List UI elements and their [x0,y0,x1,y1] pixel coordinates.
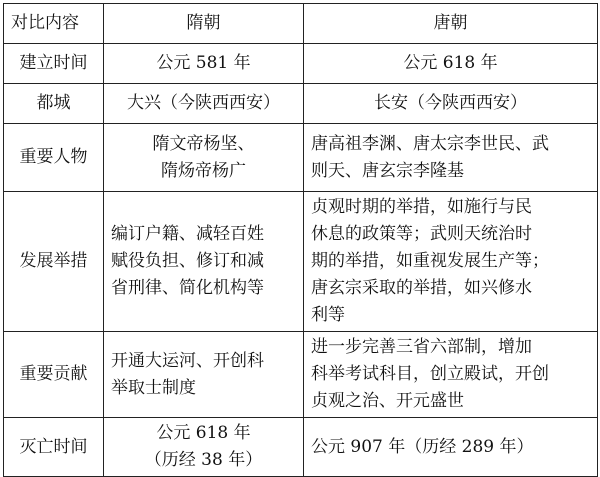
cell-line: 开通大运河、开创科 [111,350,264,371]
header-label-cell: 对比内容 [4,4,104,44]
cell-line: 期的举措，如重视发展生产等； [311,251,549,271]
row-label: 都城 [4,84,104,124]
row-fall-time [4,418,598,477]
row-capital [4,84,598,124]
row-label: 重要贡献 [4,332,104,418]
cell-line: 省刑律、简化机构等 [111,278,264,298]
sui-cell: 大兴（今陕西西安） [104,84,304,124]
cell-line: 则天、唐玄宗李隆基 [311,160,464,181]
row-founding-time [4,44,598,84]
sui-cell [104,192,304,332]
cell-line: 唐高祖李渊、唐太宗李世民、武 [311,133,549,154]
header-row [4,4,598,44]
cell-line: 唐玄宗采取的举措，如兴修水 [311,278,532,298]
row-major-contributions [4,332,598,418]
cell-line: 编订户籍、减轻百姓 [111,224,264,244]
cell-line: 贞观时期的举措，如施行与民 [311,197,532,217]
cell-line: 隋文帝杨坚、 [152,133,255,154]
cell-line: （历经 38 年） [144,450,263,470]
sui-cell [104,332,304,418]
cell-line: 举取士制度 [111,377,196,398]
row-development-measures [4,192,598,332]
cell-line: 公元 618 年 [156,423,251,443]
header-tang-cell: 唐朝 [304,4,598,44]
row-key-figures [4,124,598,192]
tang-cell [304,124,598,192]
cell-line: 赋役负担、修订和减 [111,251,264,271]
tang-cell [304,332,598,418]
cell-line: 贞观之治、开元盛世 [311,391,464,411]
sui-cell: 公元 581 年 [104,44,304,84]
tang-cell: 公元 618 年 [304,44,598,84]
sui-cell [104,124,304,192]
tang-cell: 公元 907 年（历经 289 年） [304,418,598,477]
comparison-table [3,3,598,477]
tang-cell: 长安（今陕西西安） [304,84,598,124]
sui-cell [104,418,304,477]
cell-line: 隋炀帝杨广 [161,160,246,181]
tang-cell [304,192,598,332]
cell-line: 休息的政策等；武则天统治时 [311,224,532,244]
header-sui-cell: 隋朝 [104,4,304,44]
row-label: 灭亡时间 [4,418,104,477]
cell-line: 进一步完善三省六部制，增加 [311,337,532,357]
cell-line: 利等 [311,305,345,325]
cell-line: 科举考试科目，创立殿试，开创 [311,364,549,384]
row-label: 发展举措 [4,192,104,332]
row-label: 建立时间 [4,44,104,84]
row-label: 重要人物 [4,124,104,192]
